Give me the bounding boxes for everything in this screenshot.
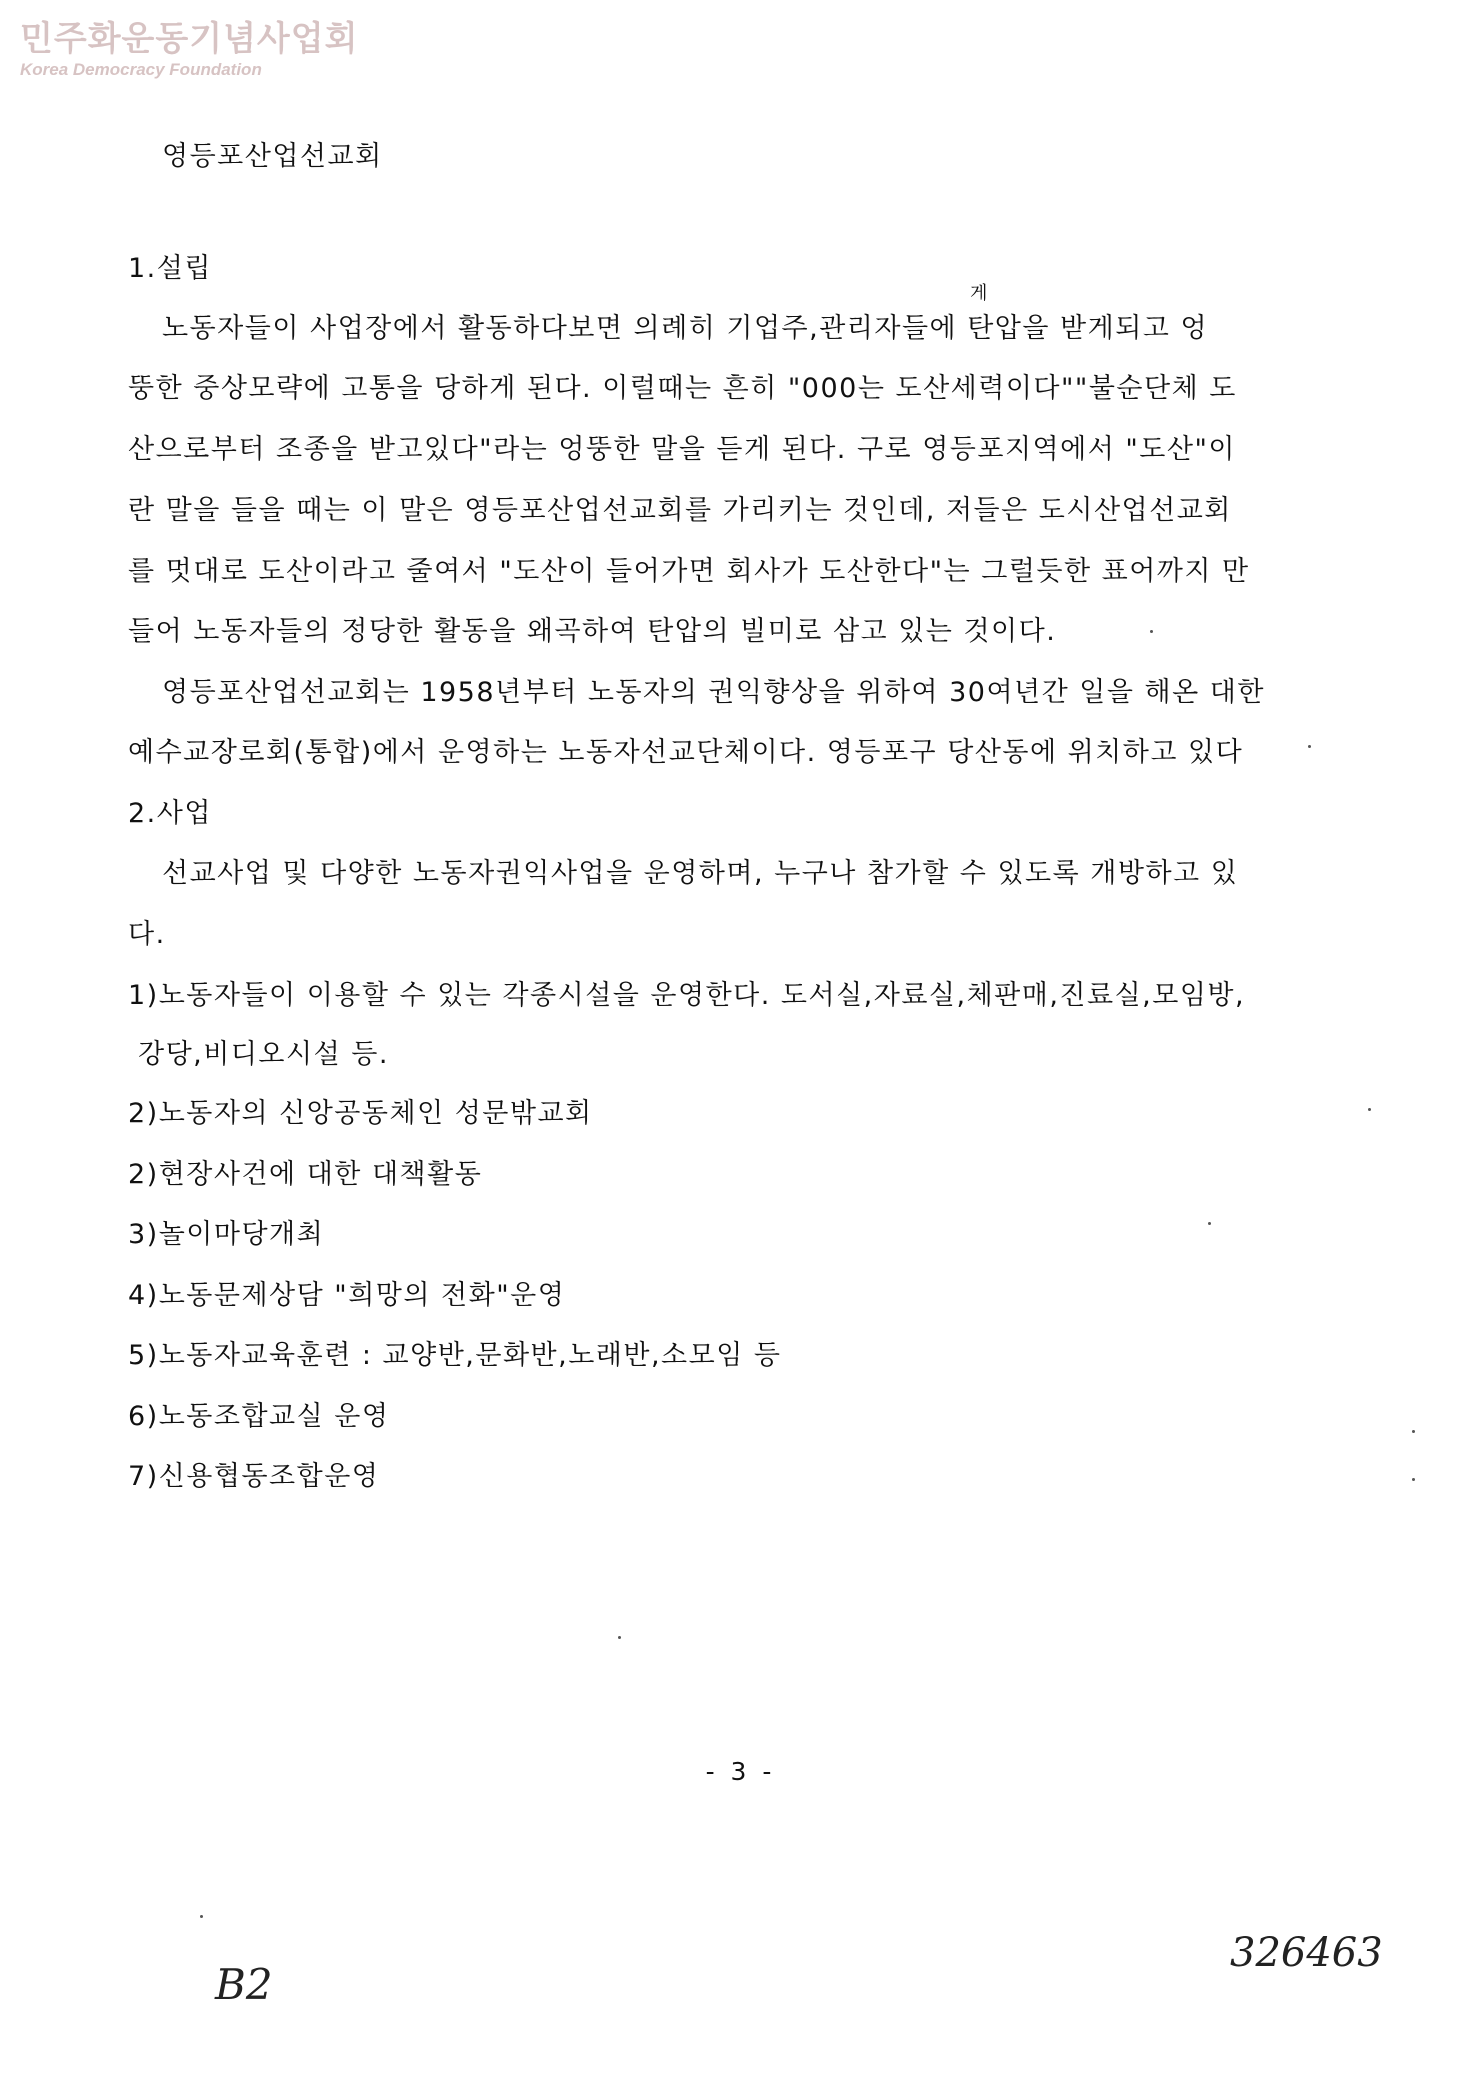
list-item: 7)신용협동조합운영 [128, 1461, 380, 1492]
scan-speck [1308, 745, 1311, 748]
scan-speck [200, 1915, 203, 1918]
page-number: - 3 - [705, 1757, 776, 1786]
scan-speck [1412, 1478, 1415, 1481]
list-item: 5)노동자교육훈련 : 교양반,문화반,노래반,소모임 등 [128, 1340, 782, 1371]
list-item: 6)노동조합교실 운영 [128, 1401, 390, 1432]
watermark-korean: 민주화운동기념사업회 [20, 19, 359, 59]
paragraph-line: 예수교장로회(통합)에서 운영하는 노동자선교단체이다. 영등포구 당산동에 위치하고 있다 [128, 737, 1244, 768]
handwritten-mark-right: 326463 [1230, 1930, 1383, 1976]
section-heading-establishment: 1.설립 [128, 253, 212, 284]
scan-speck [1412, 1430, 1415, 1433]
watermark-english: Korea Democracy Foundation [20, 60, 262, 79]
paragraph-line: 노동자들이 사업장에서 활동하다보면 의례히 기업주,관리자들에 탄압을 받게되고 엉 [162, 313, 1209, 344]
paragraph-line: 산으로부터 조종을 받고있다"라는 엉뚱한 말을 듣게 된다. 구로 영등포지역에서 "도산"이 [128, 434, 1236, 465]
paragraph-line: 란 말을 들을 때는 이 말은 영등포산업선교회를 가리키는 것인데, 저들은 도시산업선교회 [128, 495, 1232, 526]
paragraph-line: 영등포산업선교회는 1958년부터 노동자의 권익향상을 위하여 30여년간 일을 해온 대한 [162, 677, 1265, 708]
scan-speck [1368, 1108, 1371, 1111]
watermark-logo [20, 20, 358, 81]
paragraph-line: 다. [128, 919, 166, 950]
list-item: 3)놀이마당개최 [128, 1219, 325, 1250]
list-item: 2)현장사건에 대한 대책활동 [128, 1159, 483, 1190]
paragraph-line: 뚱한 중상모략에 고통을 당하게 된다. 이럴때는 흔히 "000는 도산세력이다""불순단체 도 [128, 373, 1237, 404]
paragraph-line: 를 멋대로 도산이라고 줄여서 "도산이 들어가면 회사가 도산한다"는 그럴듯한 표어까지 만 [128, 556, 1250, 587]
list-item: 1)노동자들이 이용할 수 있는 각종시설을 운영한다. 도서실,자료실,체판매,진료실,모임방, [128, 980, 1246, 1011]
handwritten-mark-left: B2 [215, 1960, 273, 2009]
paragraph-line: 들어 노동자들의 정당한 활동을 왜곡하여 탄압의 빌미로 삼고 있는 것이다. [128, 616, 1057, 647]
list-item: 4)노동문제상담 "희망의 전화"운영 [128, 1280, 566, 1311]
scan-speck [1150, 630, 1153, 633]
list-item: 강당,비디오시설 등. [138, 1039, 389, 1070]
scan-speck [1208, 1222, 1211, 1225]
scan-speck [618, 1636, 621, 1639]
section-heading-business: 2.사업 [128, 798, 212, 829]
list-item: 2)노동자의 신앙공동체인 성문밖교회 [128, 1098, 593, 1129]
handwritten-annotation: 게 [970, 283, 988, 304]
paragraph-line: 선교사업 및 다양한 노동자권익사업을 운영하며, 누구나 참가할 수 있도록 개방하고 있 [162, 858, 1239, 889]
document-title: 영등포산업선교회 [162, 141, 383, 172]
